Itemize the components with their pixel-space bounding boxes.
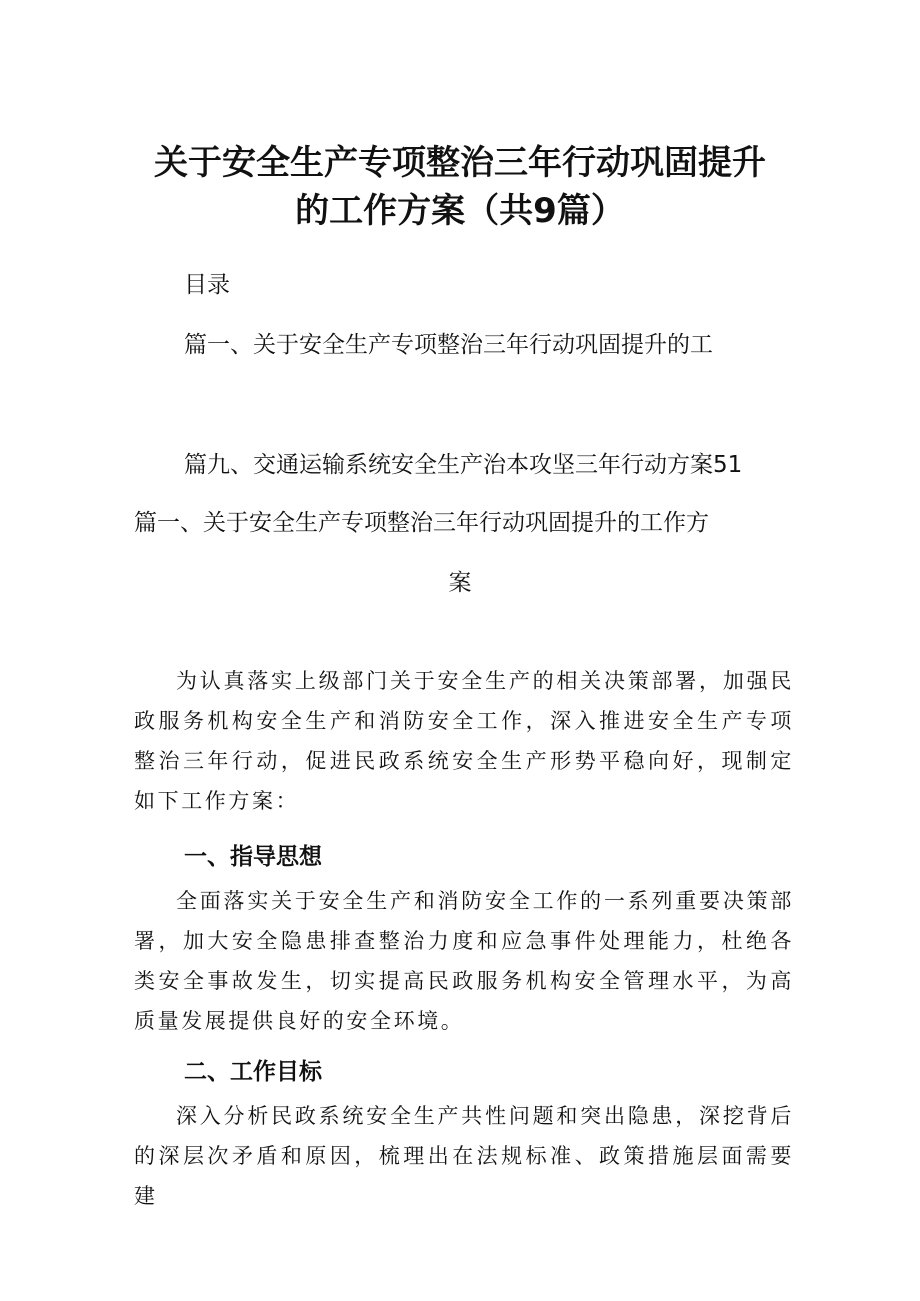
paragraph-work-objectives: 深入分析民政系统安全生产共性问题和突出隐患，深挖背后的深层次矛盾和原因，梳理出在法规标准、政策措施层面需要建	[134, 1104, 794, 1208]
toc-heading: 目录	[184, 272, 230, 298]
section-title-continued: 案	[448, 570, 472, 596]
heading-work-objectives: 二、工作目标	[184, 1059, 322, 1085]
section-title: 篇一、关于安全生产专项整治三年行动巩固提升的工作方	[134, 510, 709, 536]
paragraph-guiding-ideology: 全面落实关于安全生产和消防安全工作的一系列重要决策部署，加大安全隐患排查整治力度和应急事件处理能力，杜绝各类安全事故发生，切实提高民政服务机构安全管理水平，为高质量发展提供良好的安全环境。	[134, 889, 794, 1033]
toc-item-1[interactable]: 篇一、关于安全生产专项整治三年行动巩固提升的工	[184, 332, 713, 358]
document-title-line1: 关于安全生产专项整治三年行动巩固提升	[154, 143, 766, 183]
toc-item-9[interactable]: 篇九、交通运输系统安全生产治本攻坚三年行动方案51	[184, 452, 743, 478]
intro-paragraph: 为认真落实上级部门关于安全生产的相关决策部署，加强民政服务机构安全生产和消防安全工作，深入推进安全生产专项整治三年行动，促进民政系统安全生产形势平稳向好，现制定如下工作方案：	[134, 669, 794, 813]
document-title-line2: 的工作方案（共9篇）	[295, 191, 625, 231]
heading-guiding-ideology: 一、指导思想	[184, 844, 322, 870]
